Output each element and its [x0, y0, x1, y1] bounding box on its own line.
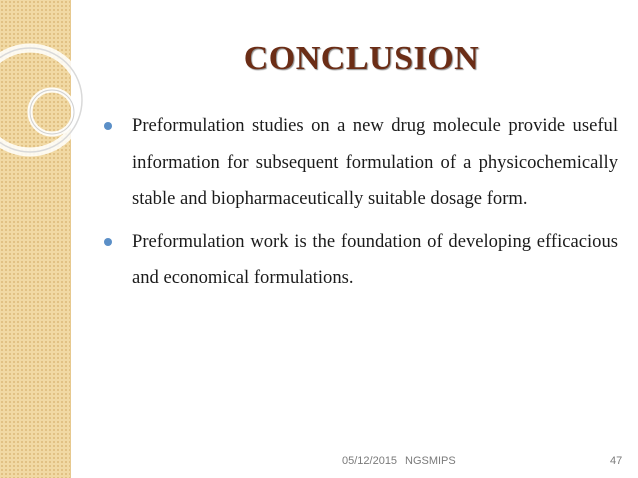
bullet-text: Preformulation work is the foundation of developing efficacious and economical formulations.	[132, 230, 618, 288]
page-number: 47	[610, 455, 623, 467]
footer-organization: NGSMIPS	[405, 455, 456, 467]
bullet-list	[104, 108, 618, 303]
slide-footer	[0, 455, 638, 471]
footer-date: 05/12/2015	[342, 455, 398, 467]
bullet-item	[104, 108, 618, 218]
bullet-text: Preformulation studies on a new drug molecule provide useful information for subsequent formulation of a physicochemically stable and biopharmaceutically suitable dosage form.	[132, 115, 618, 209]
bullet-dot-icon	[104, 122, 112, 130]
slide-title: CONCLUSION	[243, 40, 480, 77]
bullet-item	[104, 224, 618, 297]
bullet-dot-icon	[104, 238, 112, 246]
